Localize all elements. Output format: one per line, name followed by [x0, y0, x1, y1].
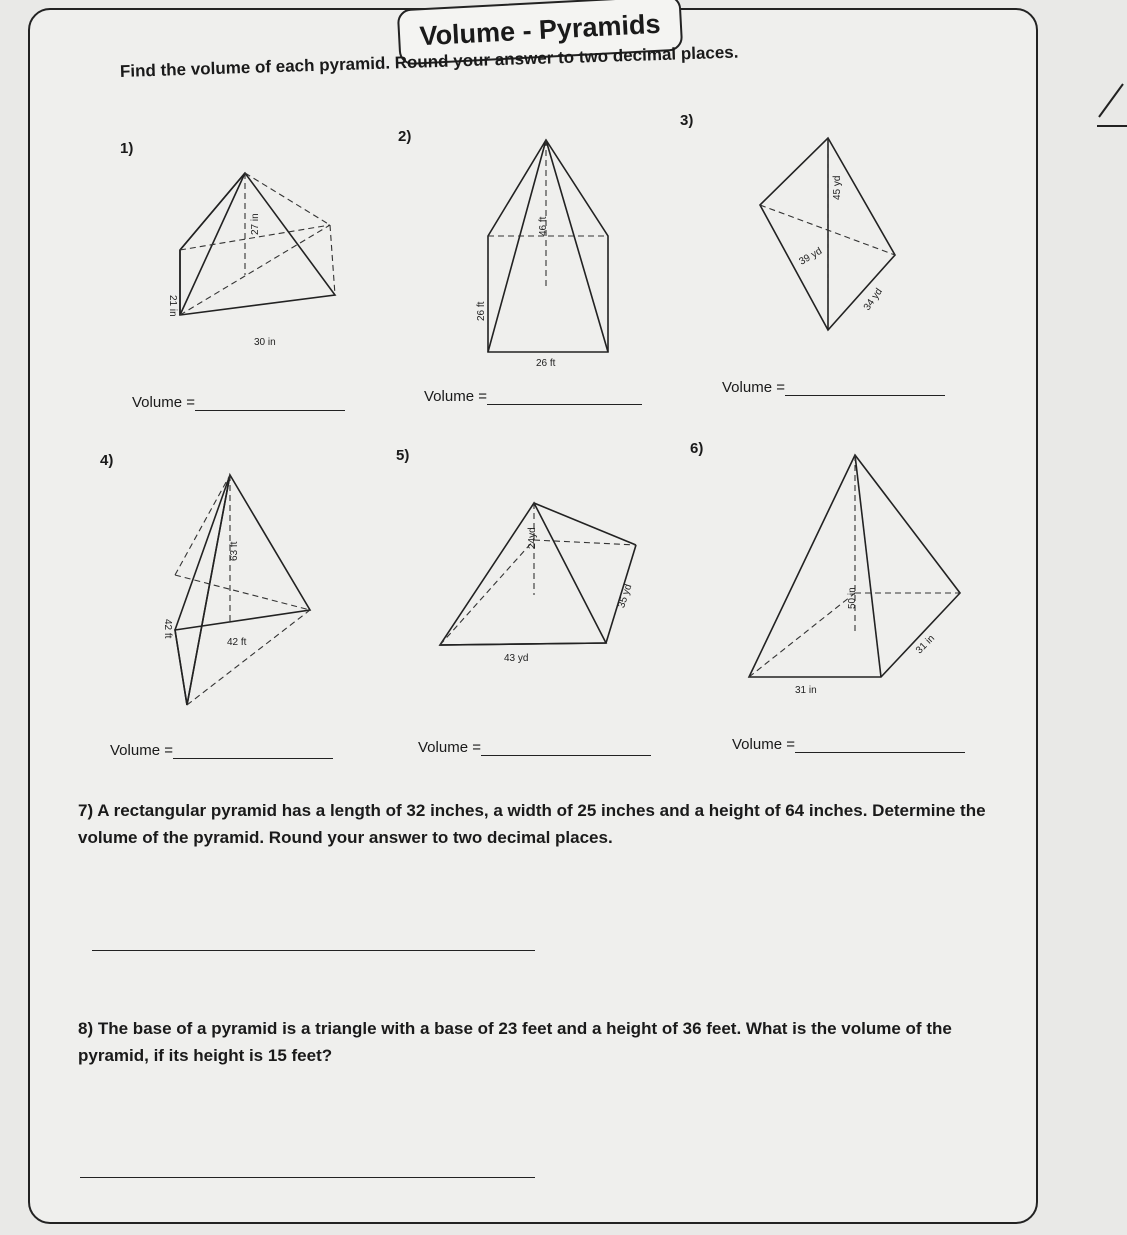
fig6-height-label: 50 in [847, 587, 858, 609]
volume-answer-2[interactable]: Volume = [424, 388, 642, 405]
fig5-height-label: 24yd [527, 527, 538, 549]
volume-answer-3[interactable]: Volume = [722, 379, 945, 396]
fig1-side-label: 21 in [167, 295, 178, 317]
fig1-height-label: 27 in [250, 213, 261, 235]
fig2-height-label: 46 ft [538, 216, 549, 236]
fig6-base-label: 31 in [795, 685, 817, 696]
partial-triangle-icon [1095, 82, 1127, 137]
answer-line-8[interactable] [80, 1177, 535, 1178]
pyramid-figure-5 [438, 495, 648, 670]
pyramid-figure-4 [162, 475, 315, 710]
pyramid-figure-1 [167, 165, 340, 350]
problem-1-number: 1) [120, 140, 134, 157]
fig5-base-label: 43 yd [504, 653, 529, 664]
fig6-side-label: 31 in [913, 633, 938, 657]
volume-answer-6[interactable]: Volume = [732, 736, 965, 753]
word-problem-8-text: The base of a pyramid is a triangle with a base of 23 feet and a height of 36 feet. What is the volume of the pyramid, if its height is 15 feet? [78, 1019, 952, 1065]
problem-4-number: 4) [100, 452, 114, 469]
fig2-side-label: 26 ft [476, 301, 487, 321]
pyramid-figure-2 [476, 140, 620, 370]
pyramid-figure-6 [745, 455, 970, 695]
word-problem-7-number: 7) [78, 801, 94, 820]
volume-answer-5[interactable]: Volume = [418, 739, 651, 756]
problem-5-number: 5) [396, 447, 410, 464]
problem-2-number: 2) [398, 128, 412, 145]
fig4-base-label: 42 ft [227, 637, 247, 648]
fig4-height-label: 63 ft [229, 541, 240, 561]
fig3-side-label: 39 yd [797, 245, 825, 268]
fig2-base-label: 26 ft [536, 358, 556, 369]
problem-6-number: 6) [690, 440, 704, 457]
page-title: Volume - Pyramids [397, 0, 684, 65]
word-problem-8-number: 8) [78, 1019, 94, 1038]
problem-3-number: 3) [680, 112, 694, 129]
word-problem-8 [78, 1015, 1008, 1069]
fig4-side-label: 42 ft [162, 619, 173, 639]
word-problem-7 [78, 797, 1008, 851]
fig3-height-label: 45 yd [832, 175, 843, 200]
word-problem-7-text: A rectangular pyramid has a length of 32 inches, a width of 25 inches and a height of 64 inches. Determine the volume of the pyramid. Round your answer to two decimal places. [78, 801, 986, 847]
answer-line-7[interactable] [92, 950, 535, 951]
fig5-side-label: 35 yd [616, 582, 635, 610]
fig1-base-label: 30 in [254, 337, 276, 348]
pyramid-figure-3 [760, 130, 900, 345]
fig3-base-label: 34 yd [861, 286, 885, 313]
volume-answer-4[interactable]: Volume = [110, 742, 333, 759]
instructions: Find the volume of each pyramid. Round your answer to two decimal places. [119, 42, 739, 81]
volume-answer-1[interactable]: Volume = [132, 394, 345, 411]
